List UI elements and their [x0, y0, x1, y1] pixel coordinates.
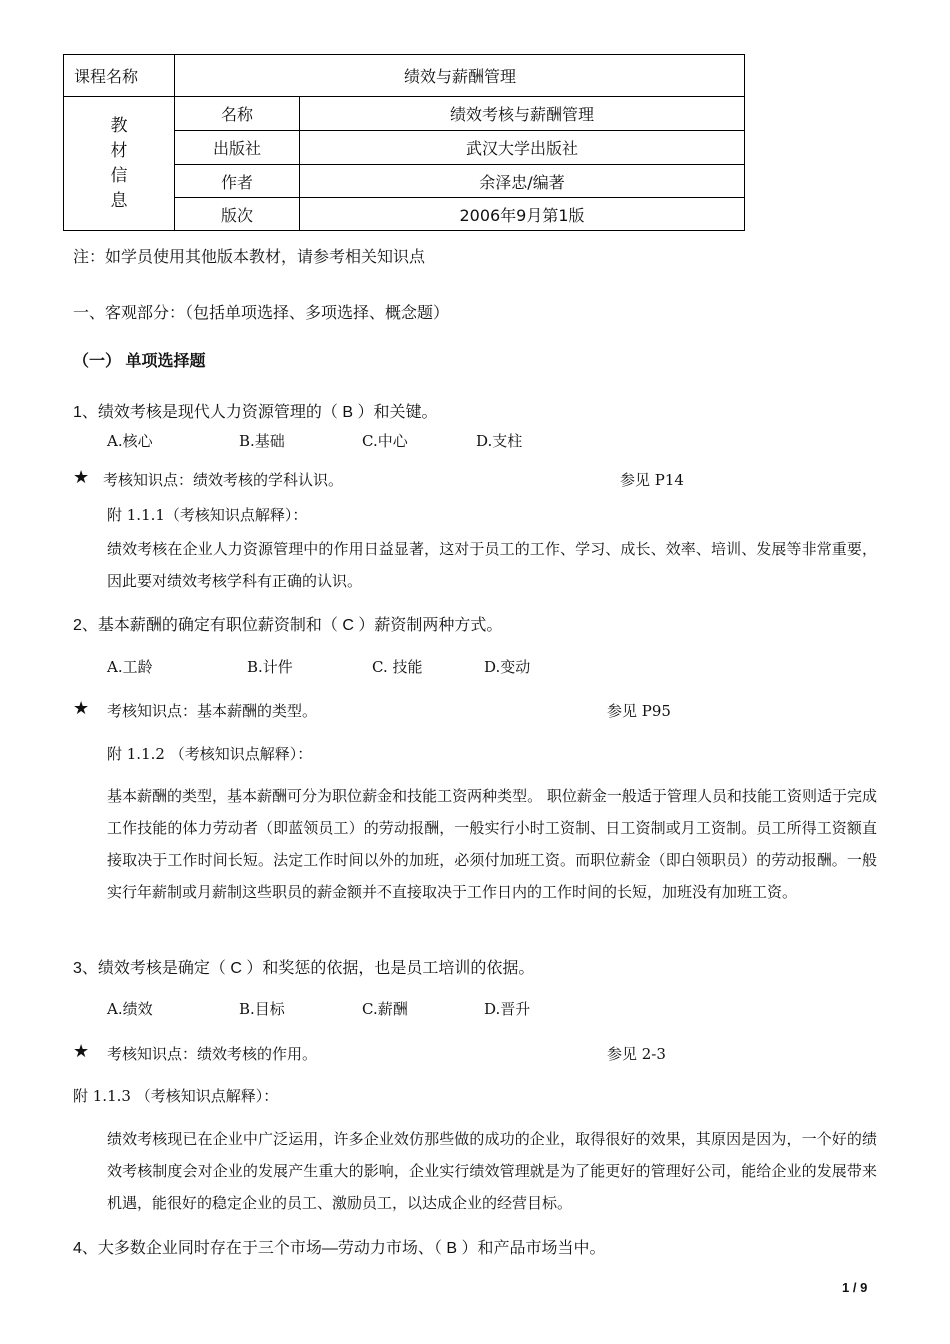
course-info-table [63, 54, 745, 231]
page-reference: 参见 2-3 [607, 1045, 666, 1063]
publisher-value: 武汉大学出版社 [465, 139, 578, 158]
page-reference: 参见 P95 [607, 702, 671, 720]
version-note: 注：如学员使用其他版本教材，请参考相关知识点 [73, 249, 426, 266]
textbook-label-char: 教 [110, 115, 128, 136]
star-icon: ★ [73, 1041, 90, 1062]
course-name-label: 课程名称 [74, 67, 139, 86]
textbook-title-label: 名称 [220, 105, 253, 124]
knowledge-point: 考核知识点：绩效考核的作用。 [107, 1046, 318, 1063]
option: B.基础 [239, 432, 285, 450]
option: B.计件 [247, 658, 293, 676]
page-reference: 参见 P14 [620, 471, 684, 489]
option: A.工龄 [107, 658, 153, 676]
knowledge-point: 考核知识点：基本薪酬的类型。 [107, 702, 318, 720]
option: C. 技能 [372, 658, 423, 676]
edition-label: 版次 [220, 205, 253, 225]
explanation-paragraph: 基本薪酬的类型，基本薪酬可分为职位薪金和技能工资两种类型。 职位薪金一般适于管理人员和技能工资则适于完成工作技能的体力劳动者（即蓝领员工）的劳动报酬，一般实行小时工资制、日工资制或月工资制。员工所得工资额直接取决于工作时间长短。法定工作时间以外的加班，必须付加班工资。而职位薪金（即白领职员）的劳动报酬。一般实行年薪制或月薪制这些职员的薪金额并不直接取决于工作日内的工作时间的长短，加班没有加班工资。 [107, 787, 877, 901]
appendix-heading: 附 1.1.1（考核知识点解释）： [107, 506, 308, 524]
question-stem: 4、大多数企业同时存在于三个市场—劳动力市场、（ B ）和产品市场当中。 [73, 1240, 606, 1257]
option: A.绩效 [107, 1000, 153, 1018]
option: D.变动 [484, 658, 531, 676]
appendix-heading: 附 1.1.3 （考核知识点解释）： [73, 1087, 279, 1105]
question-stem: 2、基本薪酬的确定有职位薪资制和（ C ）薪资制两种方式。 [73, 617, 503, 634]
star-icon: ★ [73, 467, 90, 488]
option: C.中心 [362, 432, 408, 450]
option: D.支柱 [476, 432, 523, 450]
appendix-heading: 附 1.1.2 （考核知识点解释）： [107, 745, 313, 763]
author-value: 余泽忠/编著 [479, 172, 565, 192]
textbook-label-char: 息 [110, 190, 128, 211]
subsection-title: （一） 单项选择题 [73, 353, 206, 370]
question-stem: 1、绩效考核是现代人力资源管理的（ B ）和关键。 [73, 404, 438, 421]
textbook-title-value: 绩效考核与薪酬管理 [449, 105, 594, 124]
option: D.晋升 [484, 1000, 531, 1018]
option: A.核心 [107, 432, 153, 450]
publisher-label: 出版社 [212, 139, 261, 158]
option: B.目标 [239, 1000, 285, 1018]
explanation-paragraph: 绩效考核在企业人力资源管理中的作用日益显著，这对于员工的工作、学习、成长、效率、培训、发展等非常重要，因此要对绩效考核学科有正确的认识。 [107, 540, 877, 590]
textbook-info-label [64, 96, 174, 231]
explanation-paragraph: 绩效考核现已在企业中广泛运用，许多企业效仿那些做的成功的企业，取得很好的效果，其原因是因为，一个好的绩效考核制度会对企业的发展产生重大的影响，企业实行绩效管理就是为了能更好的管理好公司，能给企业的发展带来机遇，能很好的稳定企业的员工、激励员工，以达成企业的经营目标。 [107, 1130, 877, 1212]
edition-value: 2006年9月第1版 [459, 205, 585, 225]
star-icon: ★ [73, 698, 90, 719]
course-name-value: 绩效与薪酬管理 [403, 67, 516, 86]
question-stem: 3、绩效考核是确定（ C ）和奖惩的依据，也是员工培训的依据。 [73, 960, 535, 977]
knowledge-point: 考核知识点：绩效考核的学科认识。 [103, 471, 344, 489]
section-title: 一、客观部分：（包括单项选择、多项选择、概念题） [73, 305, 450, 322]
option: C.薪酬 [362, 1000, 408, 1018]
textbook-label-char: 信 [110, 165, 128, 186]
page-number: 1 / 9 [842, 1280, 868, 1295]
author-label: 作者 [220, 172, 253, 192]
textbook-label-char: 材 [110, 140, 128, 161]
